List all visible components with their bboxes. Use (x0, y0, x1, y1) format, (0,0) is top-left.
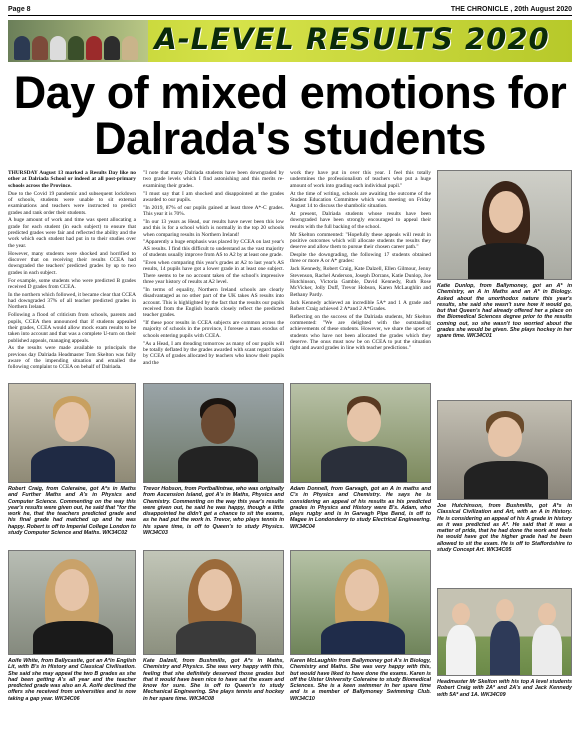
article-paragraph: In the northern which followed, it became clear that CCEA had downgraded 37% of all teacher predicted grades in Northern Ireland. (8, 291, 136, 311)
article-paragraph: As the results were made available to principals the previous day Dalriada Headmaster Tom Skelton was fully aware of the impending situation and emailed the following complaint to CCEA on behalf of Dalriada. (8, 345, 136, 371)
article-paragraph: Jack Kennedy achieved an incredible 5A* and 1 A grade and Robert Craig achieved 2 A*and 2 A*Grades. (290, 299, 431, 312)
adam-donnell-photo (290, 383, 431, 483)
caption-joe-hutchinson: Joe Hutchinson, from Bushmills, got A*s in Classical Civilization and Art, with an A in History. He is considering an appeal of his A grade in history as it was predicted as A*. He said that it was a matter of pride, that he had done the work and feels he would have got the higher grade had he been allowed to sit the exam. He is off to Staffordshire to study Concept Art. WK34C05 (437, 503, 572, 554)
article-column-1 (8, 170, 136, 380)
karen-mclaughlin-photo (290, 550, 431, 655)
caption-robert-craig: Robert Craig, from Coleraine, got A*s in Maths and Further Maths and A's in Physics and Computer Science. Commenting on the way this year's results were given out, he said that "for the work he, that the teachers predicted grade and his final grade had matched up and he was happy. Robert is off to Imperial College London to study Computer Science and Maths. WK34C02 (8, 486, 136, 537)
article-paragraph: "In terms of equality, Northern Ireland schools are clearly disadvantaged as no other part of the UK takes AS results into account. This is highlighted by the fact that the results our pupils received from the English boards closely reflect the predicted teacher grades. (143, 286, 284, 319)
caption-aoife-white: Aoife White, from Ballycastle, got an A*in English Lit, with B's in History and Classical Civilisation. She said she may appeal the two B grades as she had been getting A's all year and the teacher predicted grade was also an A. Aoife declined the offers she received from universities and is now taking a gap year. WK34C06 (8, 658, 136, 702)
banner-title: A-LEVEL RESULTS 2020 (154, 22, 550, 56)
article-paragraph: "I must say that I am shocked and disappointed at the grades awarded to our pupils. (143, 190, 284, 203)
headmaster-group-photo (437, 588, 572, 676)
katie-dunlop-photo (437, 170, 572, 280)
article-paragraph: Reflecting on the success of the Dalriada students, Mr Skelton commented: "We are delighted with the outstanding achievements of these students. However, we share the upset of students who have not been allocated the grades which they deserve. The onus must now be on CCEA to put the situation right and award grades in line with teacher predictions." (290, 313, 431, 352)
article-paragraph: work they have put in over this year. I feel this totally undermines the professionalism of teachers who put a huge amount of work into grading each individual pupil." (290, 170, 431, 189)
page-header (8, 4, 572, 16)
article-paragraph: However, many students were shocked and horrified to discover that on receiving their results CCEA had downgraded the teachers' predicted grades by up to two grades in each subject. (8, 250, 136, 276)
caption-adam-donnell: Adam Donnell, from Garvagh, got an A in maths and C's in Physics and Chemistry. He says he is considering an appeal of his results as his predicted grades in Physics and History were B's. Adam, who plays rugby and is in Garvagh Pipe Band, is off to Magee in Londonderry to study Electrical Engineering. WK34C04 (290, 486, 431, 530)
kate-dalzell-photo (143, 550, 284, 655)
article-paragraph: "In our 13 years as Head, our results have never been this low and this is for a school which is normally in the top 20 schools when comparing results in Northern Ireland! (143, 218, 284, 238)
article-paragraph: "Even when comparing this year's grades at A2 to last year's AS results, 14 pupils have got a lower grade in at least one subject. There seems to be no account taken of the school's impressive three year history of results at A2 level. (143, 259, 284, 285)
headline: Day of mixed emotions for Dalrada's students (13, 67, 567, 164)
article-paragraph: "In 2019, 87% of our pupils gained at least three A*-C grades. This year it is 70%. (143, 204, 284, 218)
article-paragraph: Jack Kennedy, Robert Craig, Kate Dalzell, Ellen Gilmour, Jenny Stevenson, Rachel Anderson, Joseph Dorrans, Katie Dunlop, Joe Hutchinson, Victoria Gamble, David Kennedy, Ruth Rose McVicker, Jolly Duff, Trevor Hobson, Karen McLaughlin and Bethany Pardy. (290, 266, 431, 298)
article-paragraph: THURSDAY August 13 marked a Results Day like no other at Dalriada School or indeed at all post-primary schools across the Province. (8, 170, 136, 189)
article-column-3 (290, 170, 431, 380)
article-paragraph: "I note that many Dalriada students have been downgraded by two grade levels which I find astonishing and this merits re-examining their grades. (143, 170, 284, 189)
caption-katie-dunlop: Katie Dunlop, from Ballymoney, got an A* in Chemistry, an A in Maths and an A* in Biology. Asked about the unorthodox nature this year's results, she said she wasn't sure how it would go, but that Queen's had already offered her a place on the Biomedical Sciences degree prior to the results coming out, so she wasn't too worried about the grades she would be given. She plays hockey in her spare time. WK34C01 (437, 283, 572, 340)
joe-hutchinson-photo (437, 400, 572, 500)
article-paragraph: Following a flood of criticism from schools, parents and pupils, CCEA then announced that if students appealed their grades, CCEA would allow mock exam results to be taken into account and that was a complete U-turn on their published appeals, managing appeals. (8, 312, 136, 344)
article-paragraph: Due to the Covid 19 pandemic and subsequent lockdown of schools, students were unable to sit external examinations and teachers were instructed to predict grades and rank order their students. (8, 190, 136, 216)
article-paragraph: Despite the downgrading, the following 17 students obtained three or more A or A* grades: (290, 252, 431, 265)
article-paragraph: For example, some students who were predicted B grades received D grades from CCEA. (8, 277, 136, 290)
caption-karen-mclaughlin: Karen McLaughlin from Ballymoney got A's in Biology, Chemistry and Maths. She was very happy with this, but would have liked to have done the exams. Karen is off the Ulster University Coleraine to study Biomedical Sciences. She is a keen swimmer in her spare time and is a member of Ballymoney Swimming Club. WK34C10 (290, 658, 431, 702)
paper-dateline: THE CHRONICLE , 20th August 2020 (450, 6, 572, 13)
results-banner (8, 20, 572, 62)
aoife-white-photo (8, 550, 136, 655)
caption-kate-dalzell: Kate Dalzell, from Bushmills, got A*s in Maths, Chemistry and Physics. She was very happy with this, feeling that she definitely deserved those grades but that it would have been nice to have sat the exam and know for sure. She is off to Queen's to study Mechanical Engineering. She plays tennis and hockey in her spare time. WK34C08 (143, 658, 284, 702)
caption-trevor-hobson: Trevor Hobson, from Portballintrae, who was originally from Ascension Island, got A's in Maths, Physics and Chemistry. Commenting on the way this year's results were given out, he said he was happy, though a little disappointed he didn't get a chance to sit the exams, as he had put the work in. Trevor, who plays tennis in his spare time, is off to Queen's to study Physics. WK34C03 (143, 486, 284, 537)
article-paragraph: A huge amount of work and time was spent allocating a grade for each student (in each subject) to ensure that predicted grades were fair and reflected the ability and the work which each student had put in to their studies over the year. (8, 217, 136, 249)
robert-craig-photo (8, 383, 136, 483)
page-number: Page 8 (8, 6, 31, 13)
article-paragraph: Mr Skelton commented: "Hopefully these appeals will result in positive outcomes which will allocate students the results they deserve and allow them to pursue their chosen career path." (290, 231, 431, 251)
article-paragraph: "As a Head, I am dreading tomorrow as many of our pupils will be totally deflated by the grades awarded with scant regard taken by CCEA of grades allocated by teachers who know their pupils and the (143, 340, 284, 366)
article-paragraph: At present, Dalriada students whose results have been downgraded have been strongly encouraged to appeal their results with the full backing of the school. (290, 211, 431, 230)
article-paragraph: "Apparently a huge emphasis was placed by CCEA on last year's AS results. I find this difficult to understand as the vast majority of students usually improve from AS to A2 by at least one grade. (143, 239, 284, 259)
article-column-2 (143, 170, 284, 378)
article-paragraph: At the time of writing, schools are awaiting the outcome of the Student Education Committee which was meeting on Friday August 14 to discuss the shambolic situation. (290, 190, 431, 210)
trevor-hobson-photo (143, 383, 284, 483)
caption-headmaster: Headmaster Mr Skelton with his top A level students Robert Craig with 2A* and 2A's and Jack Kennedy with 5A* and 1A. WK34C09 (437, 679, 572, 698)
article-paragraph: "If these poor results in CCEA subjects are common across the majority of schools in the province, I foresee a mass exodus of schools entering pupils with CCEA. (143, 320, 284, 339)
banner-students-image (8, 20, 148, 62)
